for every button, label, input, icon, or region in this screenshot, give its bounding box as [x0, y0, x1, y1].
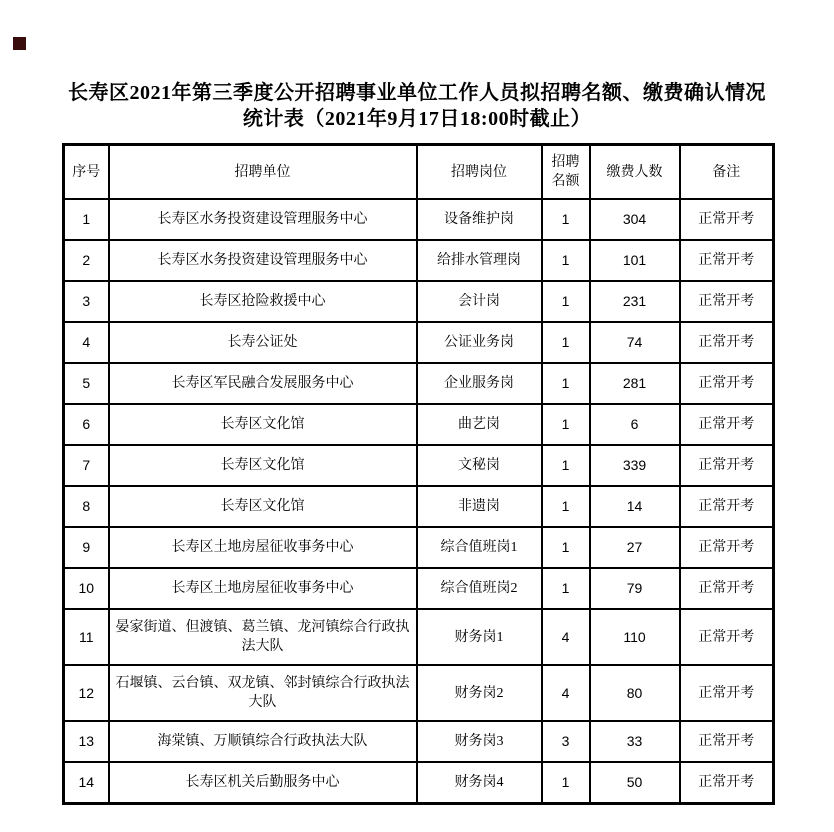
cell-post: 财务岗2: [417, 665, 542, 721]
recruitment-stats-table: [62, 143, 775, 805]
cell-unit: 长寿区机关后勤服务中心: [109, 762, 417, 804]
cell-remark: 正常开考: [680, 527, 774, 568]
cell-post: 给排水管理岗: [417, 240, 542, 281]
cell-remark: 正常开考: [680, 322, 774, 363]
cell-seq: 8: [64, 486, 109, 527]
cell-seq: 13: [64, 721, 109, 762]
table-row: [64, 404, 774, 445]
cell-paid: 14: [590, 486, 680, 527]
cell-quota: 1: [542, 322, 590, 363]
cell-remark: 正常开考: [680, 721, 774, 762]
cell-seq: 2: [64, 240, 109, 281]
table-row: [64, 665, 774, 721]
cell-quota: 1: [542, 527, 590, 568]
cell-paid: 339: [590, 445, 680, 486]
cell-unit: 长寿区文化馆: [109, 486, 417, 527]
cell-seq: 6: [64, 404, 109, 445]
cell-unit: 长寿区文化馆: [109, 404, 417, 445]
cell-unit: 长寿区水务投资建设管理服务中心: [109, 240, 417, 281]
cell-post: 会计岗: [417, 281, 542, 322]
cell-seq: 10: [64, 568, 109, 609]
cell-quota: 1: [542, 486, 590, 527]
col-header-unit: 招聘单位: [109, 145, 417, 200]
cell-seq: 9: [64, 527, 109, 568]
cell-post: 企业服务岗: [417, 363, 542, 404]
cell-quota: 1: [542, 568, 590, 609]
cell-post: 公证业务岗: [417, 322, 542, 363]
cell-post: 非遗岗: [417, 486, 542, 527]
cell-remark: 正常开考: [680, 199, 774, 240]
cell-unit: 长寿区土地房屋征收事务中心: [109, 527, 417, 568]
cell-remark: 正常开考: [680, 281, 774, 322]
cell-unit: 长寿区土地房屋征收事务中心: [109, 568, 417, 609]
cell-quota: 1: [542, 199, 590, 240]
document-title: [0, 80, 834, 132]
table-row: [64, 762, 774, 804]
cell-unit: 晏家街道、但渡镇、葛兰镇、龙河镇综合行政执法大队: [109, 609, 417, 665]
table-row: [64, 199, 774, 240]
title-line-2: 统计表（2021年9月17日18:00时截止）: [242, 108, 592, 130]
cell-unit: 长寿区文化馆: [109, 445, 417, 486]
table-row: [64, 721, 774, 762]
cell-quota: 4: [542, 609, 590, 665]
table-row: [64, 322, 774, 363]
cell-paid: 27: [590, 527, 680, 568]
cell-quota: 1: [542, 281, 590, 322]
cell-paid: 50: [590, 762, 680, 804]
cell-post: 财务岗1: [417, 609, 542, 665]
col-header-paid: 缴费人数: [590, 145, 680, 200]
cell-remark: 正常开考: [680, 609, 774, 665]
table-row: [64, 240, 774, 281]
table-row: [64, 568, 774, 609]
cell-post: 设备维护岗: [417, 199, 542, 240]
cell-unit: 长寿公证处: [109, 322, 417, 363]
cell-post: 曲艺岗: [417, 404, 542, 445]
cell-post: 财务岗3: [417, 721, 542, 762]
cell-unit: 石堰镇、云台镇、双龙镇、邻封镇综合行政执法大队: [109, 665, 417, 721]
cell-quota: 1: [542, 404, 590, 445]
cell-paid: 101: [590, 240, 680, 281]
col-header-seq: 序号: [64, 145, 109, 200]
table-row: [64, 281, 774, 322]
cell-seq: 1: [64, 199, 109, 240]
cell-post: 财务岗4: [417, 762, 542, 804]
cell-quota: 1: [542, 762, 590, 804]
cell-seq: 14: [64, 762, 109, 804]
cell-remark: 正常开考: [680, 486, 774, 527]
table-row: [64, 609, 774, 665]
table-row: [64, 527, 774, 568]
table-row: [64, 445, 774, 486]
cell-unit: 长寿区军民融合发展服务中心: [109, 363, 417, 404]
cell-paid: 304: [590, 199, 680, 240]
cell-paid: 80: [590, 665, 680, 721]
cell-seq: 4: [64, 322, 109, 363]
table-row: [64, 363, 774, 404]
cell-paid: 281: [590, 363, 680, 404]
cell-seq: 12: [64, 665, 109, 721]
cell-quota: 1: [542, 240, 590, 281]
cell-remark: 正常开考: [680, 363, 774, 404]
cell-remark: 正常开考: [680, 404, 774, 445]
cell-paid: 79: [590, 568, 680, 609]
table-row: [64, 486, 774, 527]
cell-remark: 正常开考: [680, 240, 774, 281]
table-header-row: [64, 145, 774, 200]
cell-quota: 4: [542, 665, 590, 721]
title-line-1: 长寿区2021年第三季度公开招聘事业单位工作人员拟招聘名额、缴费确认情况: [68, 82, 766, 104]
cell-paid: 231: [590, 281, 680, 322]
cell-unit: 海棠镇、万顺镇综合行政执法大队: [109, 721, 417, 762]
cell-seq: 3: [64, 281, 109, 322]
cell-post: 文秘岗: [417, 445, 542, 486]
cell-unit: 长寿区抢险救援中心: [109, 281, 417, 322]
cell-seq: 5: [64, 363, 109, 404]
cell-post: 综合值班岗1: [417, 527, 542, 568]
cell-remark: 正常开考: [680, 568, 774, 609]
cell-quota: 1: [542, 445, 590, 486]
col-header-quota: 招聘名额: [542, 145, 590, 200]
cell-remark: 正常开考: [680, 762, 774, 804]
cell-quota: 3: [542, 721, 590, 762]
col-header-remark: 备注: [680, 145, 774, 200]
cell-paid: 6: [590, 404, 680, 445]
cell-paid: 110: [590, 609, 680, 665]
cell-remark: 正常开考: [680, 445, 774, 486]
col-header-post: 招聘岗位: [417, 145, 542, 200]
cell-seq: 11: [64, 609, 109, 665]
corner-mark-square: [13, 37, 26, 50]
cell-paid: 74: [590, 322, 680, 363]
cell-quota: 1: [542, 363, 590, 404]
cell-remark: 正常开考: [680, 665, 774, 721]
cell-post: 综合值班岗2: [417, 568, 542, 609]
cell-paid: 33: [590, 721, 680, 762]
cell-seq: 7: [64, 445, 109, 486]
cell-unit: 长寿区水务投资建设管理服务中心: [109, 199, 417, 240]
